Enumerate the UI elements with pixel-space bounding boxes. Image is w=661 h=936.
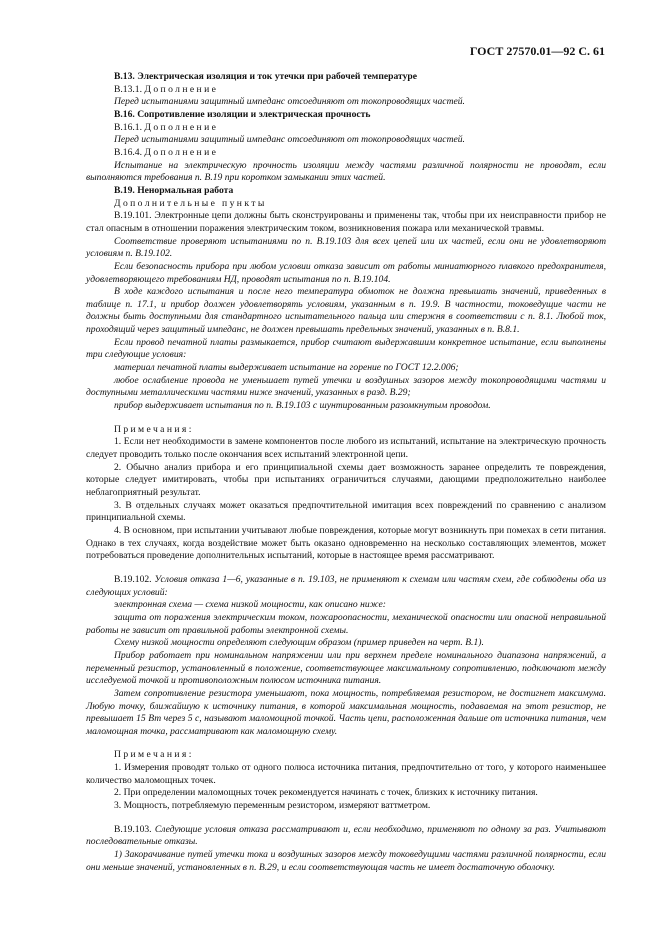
paragraph — [86, 612, 606, 637]
paragraph-text: B.19.103. — [114, 823, 152, 835]
paragraph-text: Схему низкой мощности определяют следующим образом (пример приведен на черт. B.1). — [114, 637, 484, 649]
paragraph-text: Перед испытаниями защитный импеданс отсоединяют от токопроводящих частей. — [114, 96, 465, 108]
paragraph-text: 3. Мощность, потребляемую переменным резистором, измеряют ваттметром. — [114, 800, 431, 812]
italic-text: Условия отказа 1—6, указанные в п. 19.103, не применяют к схемам или частям схем, где соблюдены оба из следующих условий: — [86, 573, 606, 598]
paragraph — [86, 787, 606, 800]
paragraph — [86, 96, 606, 109]
paragraph-text: 1. Измерения проводят только от одного полюса источника питания, предпочтительно от того, у которого наименьшее количество маломощных точек. — [86, 762, 606, 786]
paragraph-text: Перед испытаниями защитный импеданс отсоединяют от токопроводящих частей. — [114, 134, 465, 146]
paragraph-text: B.16.4. — [114, 146, 142, 158]
paragraph-text: B.16. Сопротивление изоляции и электрическая прочность — [114, 108, 371, 120]
spaced-heading: Дополнение — [144, 146, 219, 158]
paragraph — [86, 375, 606, 400]
paragraph-text: 4. В основном, при испытании учитывают любые повреждения, которые могут возникнуть при помехах в сети питания. Однако в тех случаях, когда воздействие может быть оказано одновременно на несколько составляющих элементов, может потребоваться проведение дополнительных испытаний, которые в настоящее время рассматривают. — [86, 524, 606, 562]
paragraph-gap — [86, 738, 606, 749]
paragraph-text: Прибор работает при номинальном напряжении или при верхнем пределе номинального диапазона напряжений, а переменный резистор, установленный в положение, соответствующее максимальному сопротивлению, подключают между исследуемой точкой и противоположным полюсом источника питания. — [86, 649, 606, 687]
paragraph — [86, 462, 606, 500]
paragraph — [86, 849, 606, 874]
paragraph-text: 2. Обычно анализ прибора и его принципиальной схемы дает возможность заранее определить те повреждения, которые следует имитировать, чтобы при испытаниях ограничиться случаями, дающими предположительно наиболее неблагоприятный результат. — [86, 461, 606, 498]
paragraph — [86, 436, 606, 461]
paragraph-text: B.13.1. — [114, 83, 142, 95]
paragraph-text: В ходе каждого испытания и после него температура обмоток не должна превышать значений, приведенных в таблице п. 17.1, и прибор должен удовлетворять условиям, указанным в п. 19.9. В частности, токоведущие части не должны быть доступными для стандартного испытательного пальца или стержня в соответствии с п. 8.1. Любой ток, проходящий через защитный импеданс, не должен превышать предельных значений, указанных в п. B.8.1. — [86, 286, 606, 336]
paragraph — [86, 599, 606, 612]
paragraph — [86, 147, 606, 160]
paragraph — [86, 286, 606, 337]
paragraph — [86, 185, 606, 198]
paragraph-text: 3. В отдельных случаях может оказаться предпочтительной имитация всех повреждений по сравнению с анализом принципиальной схемы. — [86, 499, 606, 524]
document-body — [86, 71, 606, 874]
paragraph — [86, 71, 606, 84]
page-header: ГОСТ 27570.01—92 С. 61 — [469, 44, 605, 58]
paragraph-text: Соответствие проверяют испытаниями по п. B.19.103 для всех цепей или их частей, если они не удовлетворяют условиям п. B.19.102. — [86, 235, 606, 260]
paragraph-gap — [86, 413, 606, 424]
paragraph — [86, 500, 606, 525]
paragraph — [86, 236, 606, 261]
spaced-heading: Дополнение — [144, 83, 219, 95]
paragraph — [86, 134, 606, 147]
paragraph-text: прибор выдерживает испытания по п. B.19.103 с шунтированным разомкнутым проводом. — [114, 400, 491, 412]
paragraph — [86, 824, 606, 849]
spaced-heading: Примечания: — [114, 423, 194, 435]
paragraph-text: любое ослабление провода не уменьшает путей утечки и воздушных зазоров между токопроводящими частями и доступными металлическими частями ниже значений, указанных в разд. B.29; — [86, 374, 606, 399]
paragraph — [86, 337, 606, 362]
paragraph — [86, 210, 606, 235]
paragraph — [86, 362, 606, 375]
paragraph — [86, 525, 606, 563]
paragraph — [86, 424, 606, 437]
paragraph-text: B.19.102. — [114, 573, 152, 585]
paragraph-text: 2. При определении маломощных точек рекомендуется начинать с точек, близких к источнику питания. — [114, 787, 538, 799]
paragraph-text: B.13. Электрическая изоляция и ток утечки при рабочей температуре — [114, 71, 417, 82]
paragraph — [86, 122, 606, 135]
paragraph — [86, 160, 606, 185]
paragraph-text: B.19. Ненормальная работа — [114, 184, 234, 196]
spaced-heading: Примечания: — [114, 749, 194, 761]
paragraph-text: B.19.101. Электронные цепи должны быть сконструированы и применены так, чтобы при их неисправности прибор не стал опасным в отношении поражения электрическим током, возникновения пожара или механической травмы. — [86, 210, 606, 234]
paragraph-gap — [86, 563, 606, 574]
paragraph — [86, 261, 606, 286]
paragraph — [86, 400, 606, 413]
paragraph — [86, 650, 606, 688]
paragraph-text: электронная схема — схема низкой мощности, как описано ниже: — [114, 599, 386, 611]
paragraph-text: Если безопасность прибора при любом условии отказа зависит от работы миниатюрного плавкого предохранителя, удовлетворяющего требованиям НД, проводят испытания по п. B.19.104. — [86, 260, 606, 285]
paragraph-text: материал печатной платы выдерживает испытание на горение по ГОСТ 12.2.006; — [114, 362, 459, 374]
paragraph — [86, 749, 606, 762]
italic-text: Следующие условия отказа рассматривают и, если необходимо, применяют по одному за раз. Учитывают последовательные отказы. — [86, 823, 606, 848]
spaced-heading: Дополнительные пункты — [114, 197, 267, 209]
paragraph-text: 1. Если нет необходимости в замене компонентов после любого из испытаний, испытание на электрическую прочность следует проводить только после окончания всех испытаний электронной цепи. — [86, 436, 606, 461]
spaced-heading: Дополнение — [144, 121, 219, 133]
paragraph-text: Затем сопротивление резистора уменьшают, пока мощность, потребляемая резистором, не достигнет максимума. Любую точку, ближайшую к источнику питания, в которой максимальная мощность, подаваемая на этот резистор, не превышает 15 Вт через 5 с, называют маломощной точкой. Часть цепи, расположенная дальше от источника питания, чем маломощная точка, рассматривают как маломощную схему. — [86, 687, 606, 737]
paragraph — [86, 574, 606, 599]
paragraph — [86, 637, 606, 650]
paragraph — [86, 800, 606, 813]
paragraph-text: Испытание на электрическую прочность изоляции между частями различной полярности не проводят, если выполняются требования п. B.19 при коротком замыкании этих частей. — [86, 159, 606, 184]
paragraph — [86, 84, 606, 97]
paragraph-gap — [86, 813, 606, 824]
paragraph-text: защита от поражения электрическим током, пожароопасности, механической опасности или опасной неправильной работы не зависит от правильной работы электронной схемы. — [86, 611, 606, 636]
paragraph — [86, 109, 606, 122]
paragraph-text: B.16.1. — [114, 121, 142, 133]
paragraph — [86, 198, 606, 211]
paragraph-text: Если провод печатной платы размыкается, прибор считают выдержавшим конкретное испытание, если выполнены три следующие условия: — [86, 336, 606, 361]
paragraph — [86, 688, 606, 739]
paragraph-text: 1) Закорачивание путей утечки тока и воздушных зазоров между токоведущими частями различной полярности, если они меньше значений, установленных в п. B.29, и если соответствующая часть не имеет достаточную оболочку. — [86, 849, 606, 873]
paragraph — [86, 762, 606, 787]
